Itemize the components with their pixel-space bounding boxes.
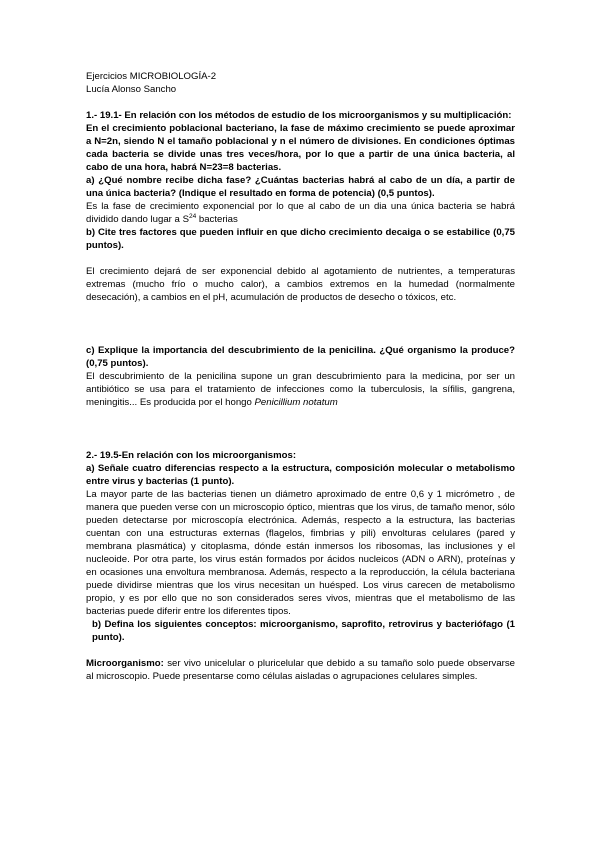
q2-definition-microorganismo	[86, 657, 515, 683]
q1-a-answer-base: S	[182, 214, 189, 225]
q1-b-question: b) Cite tres factores que pueden influir en que dicho crecimiento decaiga o se estabilice (0,75 puntos).	[86, 227, 515, 251]
q1-a-answer-exponent: 24	[188, 213, 197, 220]
q1-c-answer-text: El descubrimiento de la penicilina supone un gran descubrimiento para la medicina, por ser un antibiótico se usa para el tratamiento de infecciones como la tuberculosis, la sífilis, gangrena, meningitis... Es producida por el hongo	[86, 371, 515, 408]
q1-c-question: c) Explique la importancia del descubrimiento de la penicilina. ¿Qué organismo la produce? (0,75 puntos).	[86, 345, 515, 369]
q2-a-answer: La mayor parte de las bacterias tienen un diámetro aproximado de entre 0,6 y 1 micrómetro , de manera que pueden verse con un microscopio óptico, mientras que los virus, de tamaño menor, sólo pueden detectarse por microscopía electrónica. Además, respecto a la estructura, las bacterias cuentan con una estructuras externas (flagelos, fimbrias y pili) envolturas celulares (pared y membrana plasmática) y citoplasma, dónde están inmersos los ribosomas, las inclusiones y el nucleoide. Por otra parte, los virus están formados por ácidos nucleicos (ADN o ARN), proteínas y en ocasiones una envoltura membranosa. Además, respecto a la reproducción, la célula bacteriana puede dividirse mientras que los virus necesitan un huésped. Los virus carecen de metabolismo propio, y es por ello que no son considerados seres vivos, mientras que el metabolismo de las bacterias puede diferir entre los diferentes tipos.	[86, 489, 515, 617]
q1-a-answer-text: Es la fase de crecimiento exponencial por lo que al cabo de un dia una única bacteria se habrá dividido dando lugar a	[86, 201, 515, 225]
q1-b-answer: El crecimiento dejará de ser exponencial debido al agotamiento de nutrientes, a temperaturas extremas (mucho frío o mucho calor), a cambios extremos en la humedad (normalmente desecación), a cambios en el pH, acumulación de productos de desecho o tóxicos, etc.	[86, 266, 515, 303]
q1-a-answer-suffix: bacterias	[196, 214, 238, 225]
q1-c-answer	[86, 370, 515, 409]
author-name: Lucía Alonso Sancho	[86, 84, 177, 95]
q2-def-term: Microorganismo:	[86, 658, 164, 669]
q1-c-answer-species: Penicillium notatum	[254, 397, 338, 408]
q2-a-question: a) Señale cuatro diferencias respecto a la estructura, composición molecular o metabolismo entre virus y bacterias (1 punto).	[86, 463, 515, 487]
q2-intro: 2.- 19.5-En relación con los microorganismos:	[86, 450, 297, 461]
q2-b-question: b) Defina los siguientes conceptos: microorganismo, saprofito, retrovirus y bacteriófago (1 punto).	[92, 619, 515, 643]
q1-statement: En el crecimiento poblacional bacteriano, la fase de máximo crecimiento se puede aproximar a N=2n, siendo N el tamaño poblacional y n el número de divisiones. En condiciones óptimas cada bacteria se divide unas tres veces/hora, por lo que a partir de una única bacteria, al cabo de una hora, habrá N=23=8 bacterias.	[86, 123, 515, 173]
document-title: Ejercicios MICROBIOLOGÍA-2	[86, 71, 217, 82]
q2-def-text: ser vivo unicelular o pluricelular que debido a su tamaño solo puede observarse al microscopio. Puede presentarse como células aisladas o agrupaciones celulares simples.	[86, 658, 515, 682]
document-page	[86, 70, 515, 683]
q1-a-question: a) ¿Qué nombre recibe dicha fase? ¿Cuántas bacterias habrá al cabo de un día, a partir de una única bacteria? (Indique el resultado en forma de potencia) (0,5 puntos).	[86, 175, 515, 199]
q1-a-answer	[86, 200, 515, 226]
q1-intro: 1.- 19.1- En relación con los métodos de estudio de los microorganismos y su multiplicación:	[86, 110, 512, 121]
